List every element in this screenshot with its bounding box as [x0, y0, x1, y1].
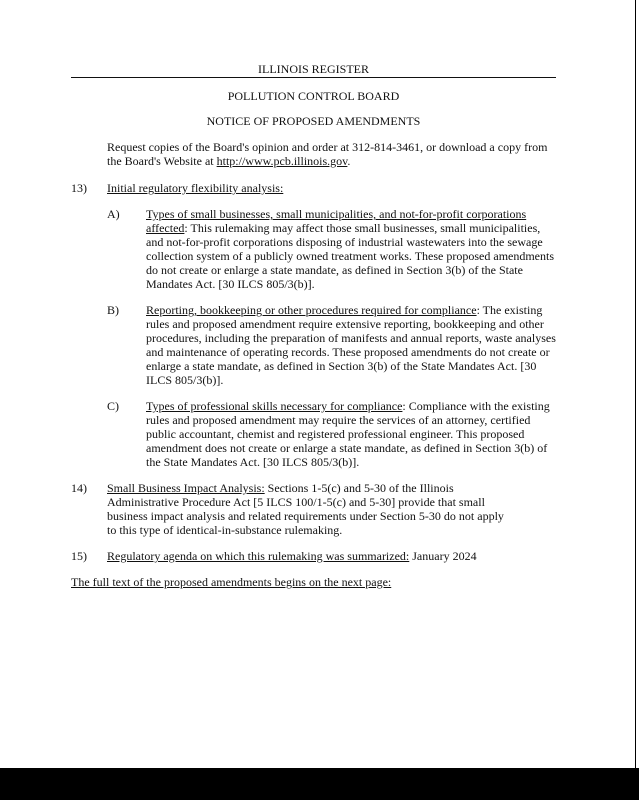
item-a	[107, 207, 556, 291]
item-c-title: Types of professional skills necessary for compliance	[146, 399, 403, 413]
register-title: ILLINOIS REGISTER	[71, 62, 556, 78]
website-link[interactable]: http://www.pcb.illinois.gov	[216, 154, 348, 168]
item-b	[107, 303, 556, 387]
page-edge	[635, 0, 636, 768]
closing-line: The full text of the proposed amendments begins on the next page:	[71, 575, 392, 589]
section-13-title: Initial regulatory flexibility analysis:	[107, 181, 284, 195]
agency-title: POLLUTION CONTROL BOARD	[227, 89, 400, 103]
bottom-border	[0, 768, 639, 800]
item-a-label: A)	[107, 207, 120, 221]
item-c	[107, 399, 556, 469]
section-15	[71, 549, 556, 563]
section-14-number: 14)	[71, 481, 87, 495]
document-page	[71, 62, 556, 589]
section-14-body: Sections 1-5(c) and 5-30 of the Illinois Administrative Procedure Act [5 ILCS 100/1-5(c) and 5-30] provide that small business impact analysis and related requirements under Section 5-30 do not apply to this type of identical-in-substance rulemaking.	[107, 481, 504, 537]
section-15-number: 15)	[71, 549, 87, 563]
item-b-body: : The existing rules and proposed amendment require extensive reporting, bookkeeping and other procedures, including the preparation of manifests and annual reports, waste analyses and maintenance of operating records. These proposed amendments do not create or enlarge a state mandate, as defined in Section 3(b) of the State Mandates Act. [30 ILCS 805/3(b)].	[146, 303, 556, 387]
request-paragraph	[107, 140, 556, 168]
section-13-number: 13)	[71, 181, 87, 195]
item-a-title: Types of small businesses, small municipalities, and not-for-profit corporations affected	[146, 207, 527, 235]
section-14	[71, 481, 556, 537]
notice-title: NOTICE OF PROPOSED AMENDMENTS	[206, 114, 421, 128]
section-15-title: Regulatory agenda on which this rulemaking was summarized:	[107, 549, 410, 563]
item-b-label: B)	[107, 303, 119, 317]
request-text: Request copies of the Board's opinion and order at 312-814-3461, or download a copy from the Board's Website at	[107, 140, 548, 168]
item-c-body: : Compliance with the existing rules and proposed amendment may require the services of an attorney, certified public accountant, chemist and registered professional engineer. This proposed amendment does not create or enlarge a state mandate, as defined in Section 3(b) of the State Mandates Act. [30 ILCS 805/3(b)].	[146, 399, 550, 469]
item-c-label: C)	[107, 399, 119, 413]
item-b-title: Reporting, bookkeeping or other procedures required for compliance	[146, 303, 477, 317]
section-15-body: January 2024	[409, 549, 477, 563]
request-end: .	[347, 154, 351, 168]
item-a-body: : This rulemaking may affect those small businesses, small municipalities, and not-for-profit corporations disposing of industrial wastewaters into the sewage collection system of a publicly owned treatment works. These proposed amendments do not create or enlarge a state mandate, as defined in Section 3(b) of the State Mandates Act. [30 ILCS 805/3(b)].	[146, 221, 555, 291]
section-13	[71, 181, 556, 195]
section-14-title: Small Business Impact Analysis:	[107, 481, 265, 495]
